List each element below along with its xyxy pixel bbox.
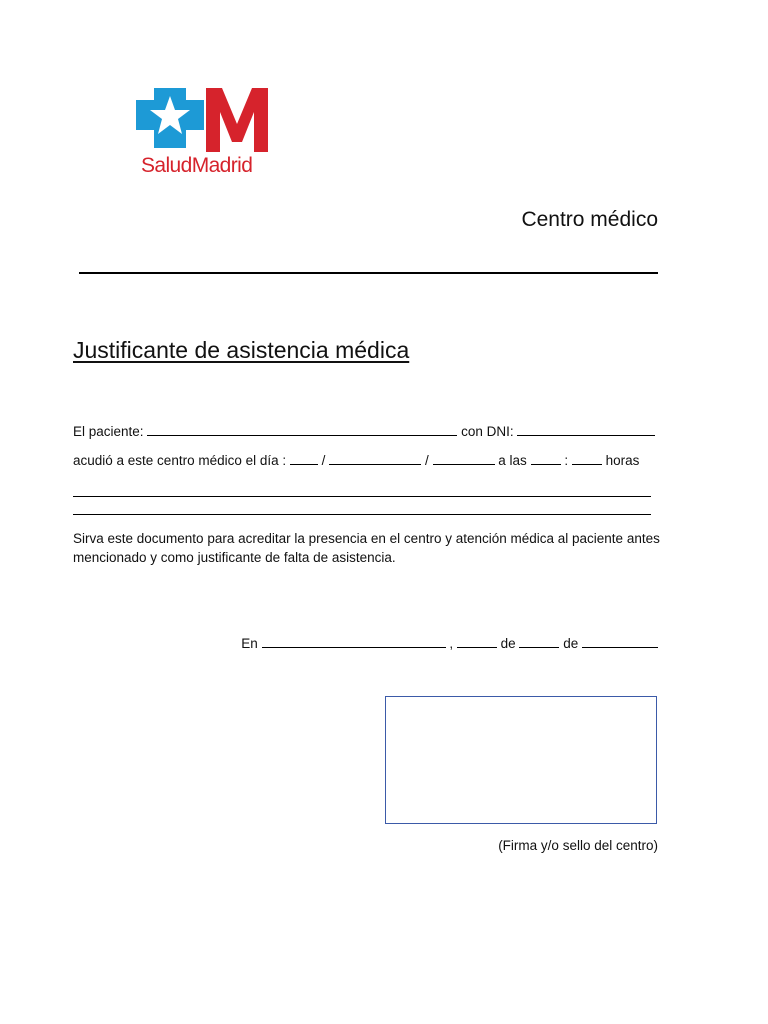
- saludmadrid-logo: [134, 86, 284, 182]
- sign-month-field[interactable]: [519, 635, 559, 648]
- year-field[interactable]: [433, 452, 495, 465]
- date-separator: /: [424, 453, 429, 468]
- month-field[interactable]: [329, 452, 421, 465]
- patient-name-field[interactable]: [147, 423, 457, 436]
- day-field[interactable]: [290, 452, 318, 465]
- signature-stamp-box[interactable]: [385, 696, 657, 824]
- hour-field[interactable]: [531, 452, 561, 465]
- attended-label: acudió a este centro médico el día :: [73, 453, 287, 468]
- document-title: Justificante de asistencia médica: [73, 337, 410, 363]
- statement-paragraph: Sirva este documento para acreditar la presencia en el centro y atención médica al paciente antes mencionado y como justificante de falta de asistencia.: [73, 531, 660, 565]
- de-label: de: [563, 636, 579, 651]
- date-separator: /: [321, 453, 326, 468]
- patient-label: El paciente:: [73, 424, 144, 439]
- sign-day-field[interactable]: [457, 635, 497, 648]
- dni-field[interactable]: [517, 423, 655, 436]
- dni-label: con DNI:: [461, 424, 514, 439]
- patient-line: [73, 423, 655, 439]
- place-date-line: [241, 635, 658, 651]
- place-field[interactable]: [262, 635, 446, 648]
- center-label: Centro médico: [521, 208, 658, 231]
- signature-caption: (Firma y/o sello del centro): [498, 838, 658, 853]
- de-label: de: [500, 636, 516, 651]
- time-separator: :: [564, 453, 569, 468]
- minute-field[interactable]: [572, 452, 602, 465]
- hours-label: horas: [605, 453, 640, 468]
- at-label: a las: [498, 453, 527, 468]
- place-prefix: En: [241, 636, 258, 651]
- header-divider: [79, 272, 658, 274]
- sign-year-field[interactable]: [582, 635, 658, 648]
- notes-line[interactable]: [73, 496, 651, 497]
- place-comma: ,: [449, 636, 454, 651]
- logo-text: SaludMadrid: [141, 154, 253, 177]
- madrid-star-m-icon: [134, 86, 284, 156]
- notes-line[interactable]: [73, 514, 651, 515]
- attendance-line: [73, 452, 639, 468]
